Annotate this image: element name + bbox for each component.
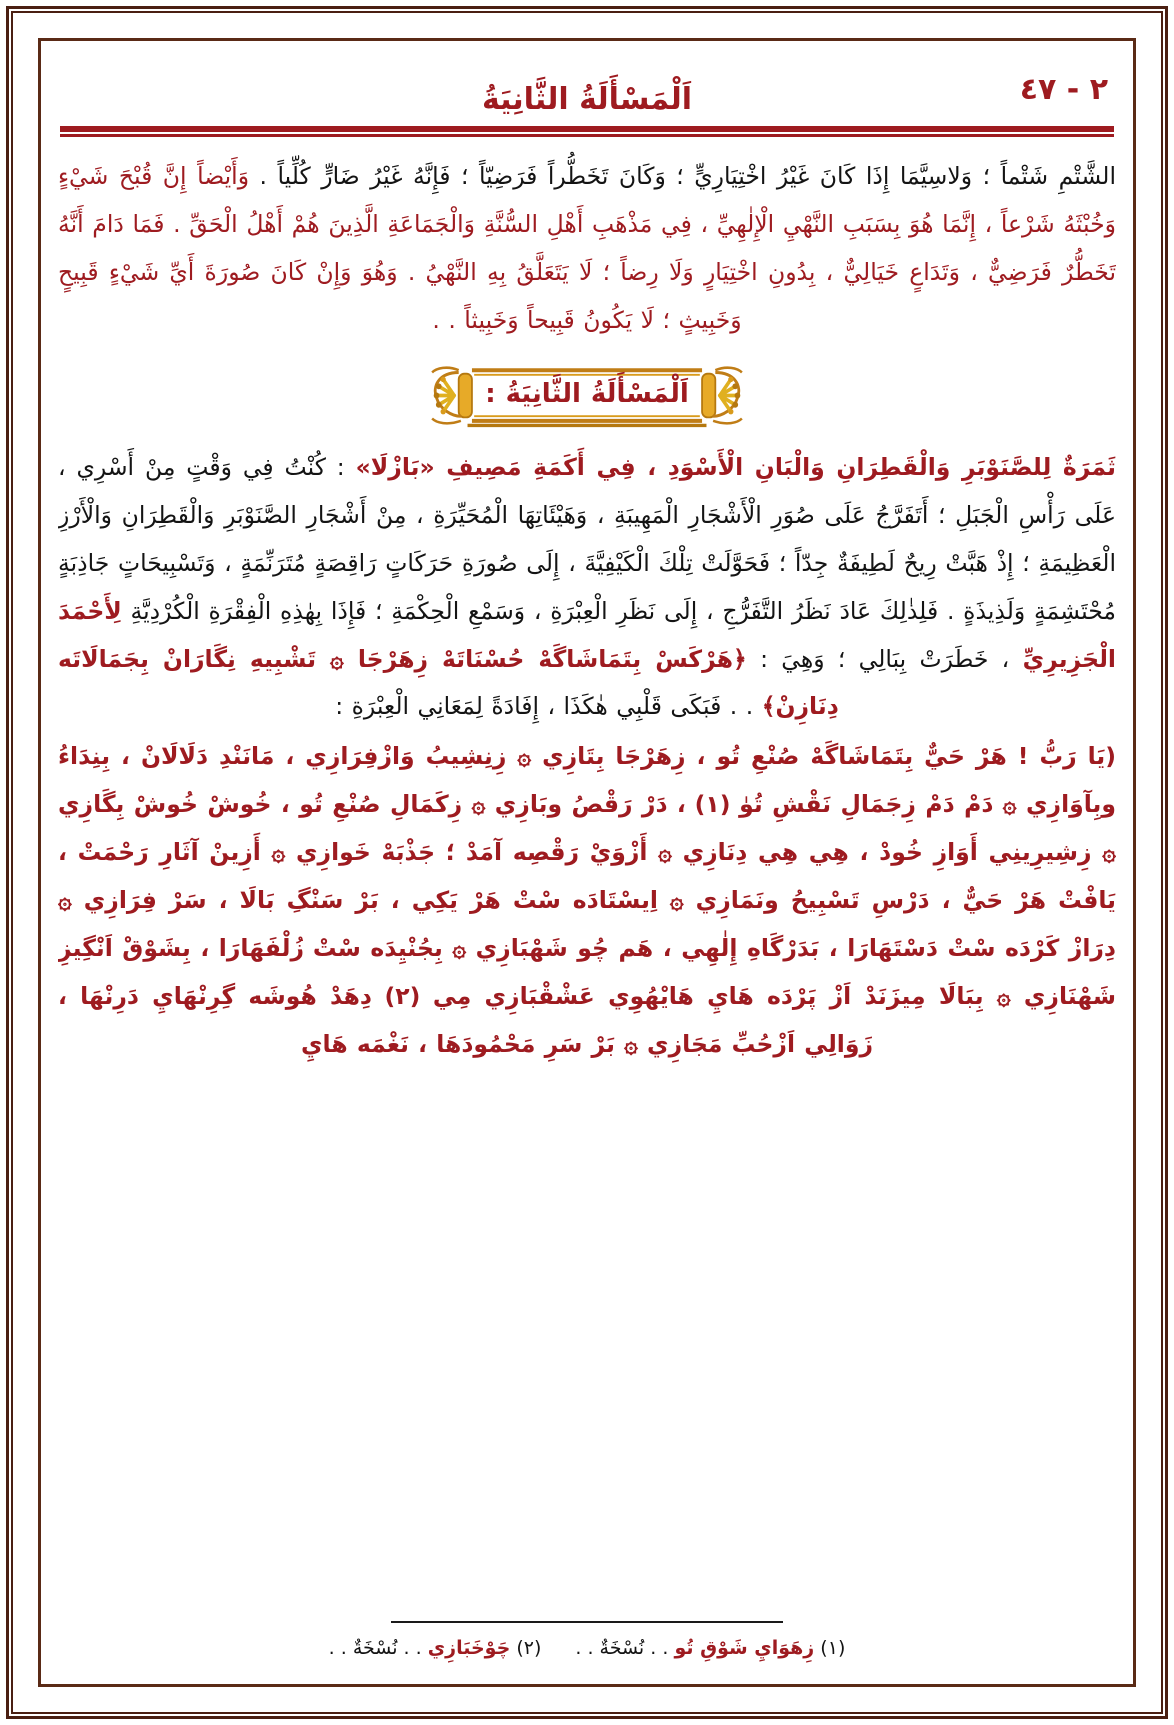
floral-flourish-left-icon	[434, 376, 455, 414]
footnote-keyword: زِهَوَايِ شَوْقِ تُو	[674, 1636, 815, 1659]
para1-seg1: الشَّتْمِ شَتْماً ؛ وَلاسِيَّمَا إِذَا كَانَ غَيْرُ اخْتِيَارِيٍّ ؛ وَكَانَ تَخَطُّراً فَرَضِيّاً ؛ فَإِنَّهُ غَيْرُ ضَارٍّ كُلِّياً .	[259, 162, 1116, 190]
footnote-item	[575, 1633, 845, 1663]
section-title-text: اَلْمَسْأَلَةُ الثَّانِيَةُ :	[485, 378, 689, 409]
footnote-row	[58, 1633, 1116, 1663]
verse-line: زُلْفَهَارَا ، بِشَوْقْ اَنْگِيزِ شَهْنَازِي ۞ بِبَالَا مِيزَنَدْ اَزْ پَرْدَه هَايِ هَايْهُوِي عَشْقْبَازِي مِي	[58, 934, 1116, 1011]
header-rule	[60, 126, 1114, 137]
footnote-area	[58, 1621, 1116, 1663]
floral-flourish-right-icon	[720, 376, 741, 414]
section-title-cartouche	[410, 361, 764, 430]
footnote-tail: . . نُسْخَةٌ . .	[575, 1636, 669, 1659]
footnote-number: (٢)	[516, 1636, 542, 1659]
para2-seg-black-1: : كُنْتُ فِي وَقْتٍ مِنْ أَسْرِي ، عَلَى رَأْسِ الْجَبَلِ ؛ أَتَفَرَّجُ عَلَى صُوَرِ الْأَشْجَارِ الْمَهِيبَةِ ، وَهَيْئَاتِهَا الْمُحَيِّرَةِ ، مِنْ أَشْجَارِ الصَّنَوْبَرِ وَالْقَطِرَانِ وَالْأَرْزِ الْعَظِيمَةِ ؛ إِذْ هَبَّتْ رِيحٌ لَطِيفَةٌ جِدّاً ؛ فَحَوَّلَتْ تِلْكَ الْكَيْفِيَّةَ ، إِلَى صُورَةِ حَرَكَاتٍ رَاقِصَةٍ مُتَرَنِّمَةٍ ، وَتَسْبِيحَاتٍ جَاذِبَةٍ مُحْتَشِمَةٍ وَلَذِيذَةٍ . فَلِذٰلِكَ عَادَ نَظَرُ التَّفَرُّجِ ، إِلَى نَظَرِ الْعِبْرَةِ ، وَسَمْعِ الْحِكْمَةِ ؛ فَإِذَا بِهٰذِهِ الْفِقْرَةِ الْكُرْدِيَّةِ	[58, 452, 1116, 625]
paragraph-1	[58, 153, 1116, 345]
section-title-cartouche-wrap	[58, 361, 1116, 430]
verse-block	[58, 733, 1116, 1069]
page-header	[58, 58, 1116, 120]
footnote-tail: . . نُسْخَةٌ . .	[328, 1636, 422, 1659]
paragraph-2	[58, 444, 1116, 732]
page-content	[58, 58, 1116, 1667]
footnote-ref-2: (٢)	[384, 982, 421, 1011]
footnote-number: (١)	[820, 1636, 846, 1659]
verse-line: يَافْتْ هَرْ حَيٌّ ، دَرْسِ تَسْبِيحُ ونَمَازِي ۞ اِيسْتَادَه سْتْ هَرْ يَكِي ، بَرْ سَنْگِ بَالَا ، سَرْ فِرَازِي ۞ دِرَازْ كَرْدَه سْتْ دَسْتَهَارَا ، بَدَرْگَاهِ إِلٰهِي ، هَم چُو شَهْبَازِي ۞ بِجُنْيِدَه سْتْ	[58, 886, 1116, 963]
page-title: اَلْمَسْأَلَةُ الثَّانِيَةُ	[481, 81, 693, 117]
folio-number: ٢ - ٤٧	[1019, 72, 1108, 107]
footnote-keyword: چَوْخَبَازِي	[427, 1636, 511, 1659]
footnote-item	[329, 1633, 542, 1663]
para2-seg-black-2: ، خَطَرَتْ بِبَالِي ؛ وَهِيَ :	[760, 644, 1010, 673]
verse-line: ، دَرْ رَقْصُ وبَازِي ۞ زِكَمَالِ صُنْعِ تُو ، خُوشْ خُوشْ بِگَازِي ۞ زِشِيرِينِي أَوَازِ خُودْ ، هِي هِي دِنَازِي ۞ أَزْوَيْ رَقْصِه آمَدْ ؛ جَذْبَهْ خَوازِي ۞ أَزِينْ آثَارِ رَحْمَتْ ،	[58, 790, 1116, 867]
para1-seg2: وَأَيْضاً إِنَّ قُبْحَ شَيْءٍ وَخُبْثَهُ شَرْعاً ، إِنَّمَا هُوَ بِسَبَبِ النَّهْيِ الْإِلٰهِيِّ ، فِي مَذْهَبِ أَهْلِ السُّنَّةِ وَالْجَمَاعَةِ الَّذِينَ هُمْ أَهْلُ الْحَقِّ . فَمَا دَامَ أَنَّهُ تَخَطُّرٌ فَرَضِيٌّ ، وَتَدَاعٍ خَيَالِيٌّ ، بِدُونِ اخْتِيَارٍ وَلَا رِضاً ؛ لَا يَتَعَلَّقُ بِهِ النَّهْيُ . وَهُوَ وَإِنْ كَانَ صُورَةَ أَيِّ شَيْءٍ قَبِيحٍ وَخَبِيثٍ ؛ لَا يَكُونُ قَبِيحاً وَخَبِيثاً . .	[58, 162, 1116, 334]
footnote-ref-1: (١)	[694, 790, 731, 819]
para2-seg-red-name: لِأَحْمَدَ الْجَزِيرِيِّ	[58, 596, 1116, 673]
footnote-rule	[391, 1621, 783, 1623]
verse-kurdish-1: ﴿هَرْكَسْ بِتَمَاشَاگَهْ حُسْنَاتَهْ زِهَرْجَا ۞ تَشْبِيهِ نِگَارَانْ بِجَمَالَاتَه دِنَازِنْ﴾	[58, 644, 839, 721]
para2-seg-red-opening: ثَمَرَةٌ لِلصَّنَوْبَرِ وَالْقَطِرَانِ وَالْبَانِ الْأَسْوَدِ ، فِي أَكَمَةِ مَصِيفِ «بَازْلَا»	[355, 452, 1116, 481]
para3-seg-black: . . فَبَكَى قَلْبِي هٰكَذَا ، إِفَادَةً لِمَعَانِي الْعِبْرَةِ :	[335, 692, 754, 721]
verse-line: (يَا رَبُّ ! هَرْ حَيٌّ بِتَمَاشَاگَهْ صُنْعِ تُو ، زِهَرْجَا بِتَازِي ۞ زِنِشِيبُ وَازْفِرَازِي ، مَانَنْدِ دَلَالَانْ ، بِنِدَاءُ وبِآوَازِي ۞ دَمْ دَمْ زِجَمَالِ نَقْشِ تُوٰ	[58, 742, 1116, 819]
body-text	[58, 153, 1116, 1069]
verse-line: دِهَدْ هُوشَه گِرِنْهَايِ دَرِنْهَا ، زَوَالِي اَزْحُبِّ مَجَازِي ۞ بَرْ سَرِ مَحْمُودَهَا ، نَغْمَه هَايِ	[58, 982, 873, 1059]
